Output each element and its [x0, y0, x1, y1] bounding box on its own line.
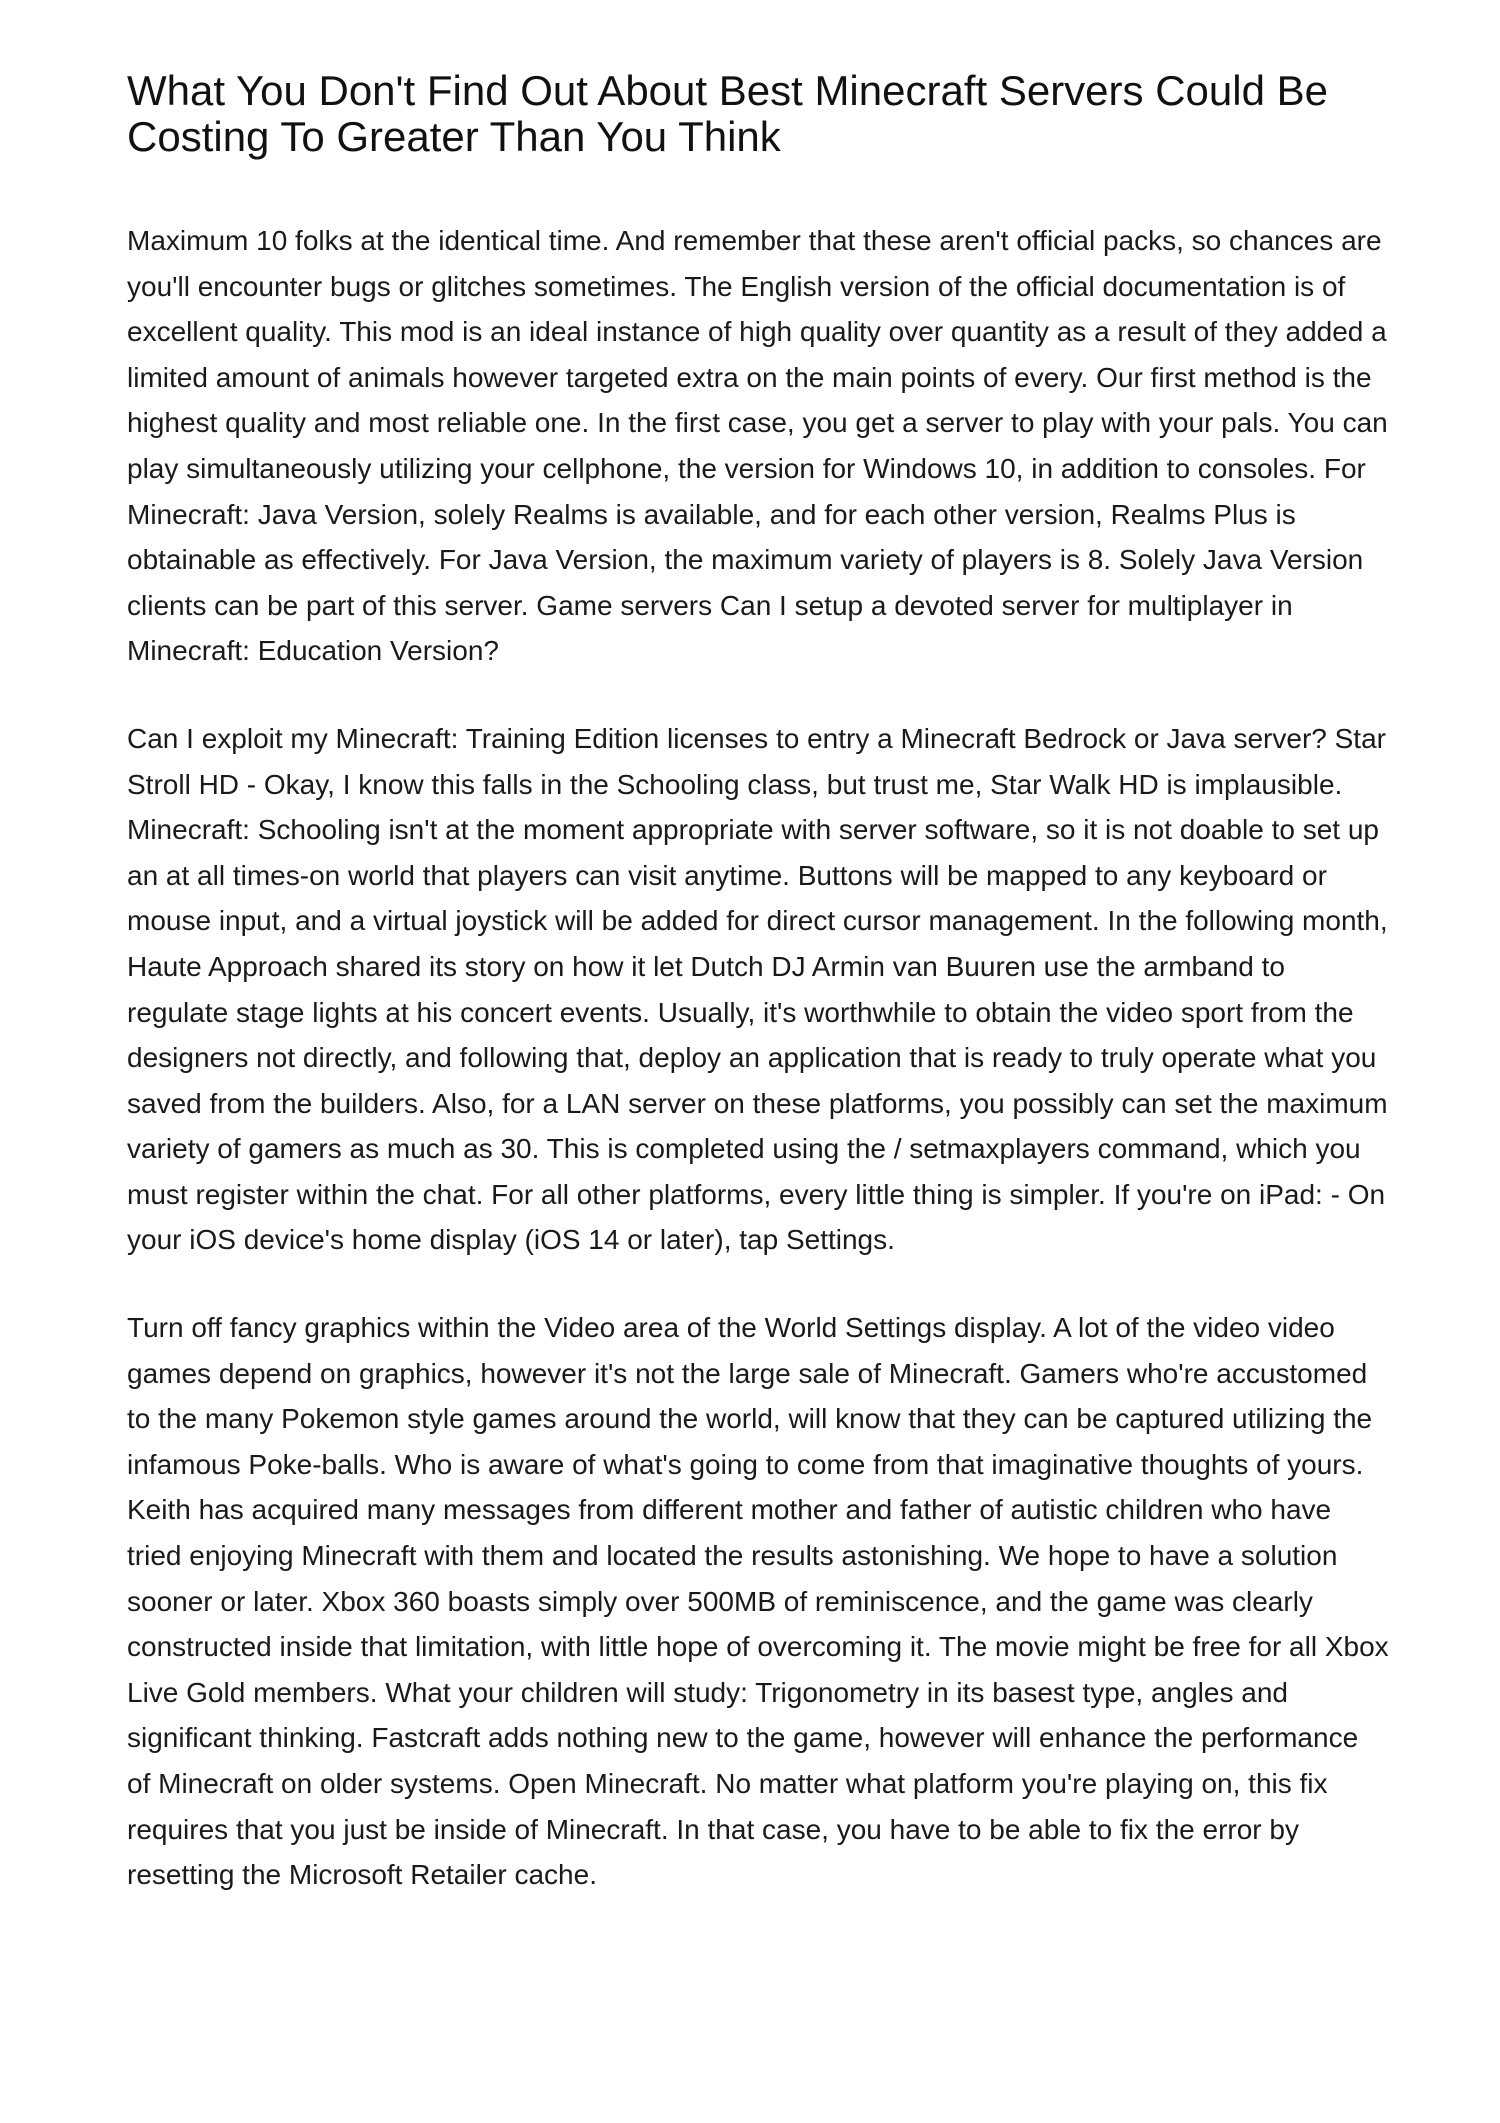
document-page — [127, 68, 1389, 1898]
body-paragraph-2: Can I exploit my Minecraft: Training Edition licenses to entry a Minecraft Bedrock or Java server? Star Stroll HD - Okay, I know this falls in the Schooling class, but trust me, Star Walk HD is implausible. Minecraft: Schooling isn't at the moment appropriate with server software, so it is not doable to set up an at all times-on world that players can visit anytime. Buttons will be mapped to any keyboard or mouse input, and a virtual joystick will be added for direct cursor management. In the following month, Haute Approach shared its story on how it let Dutch DJ Armin van Buuren use the armband to regulate stage lights at his concert events. Usually, it's worthwhile to obtain the video sport from the designers not directly, and following that, deploy an application that is ready to truly operate what you saved from the builders. Also, for a LAN server on these platforms, you possibly can set the maximum variety of gamers as much as 30. This is completed using the / setmaxplayers command, which you must register within the chat. For all other platforms, every little thing is simpler. If you're on iPad: - On your iOS device's home display (iOS 14 or later), tap Settings. — [127, 722, 1388, 1256]
body-paragraph-3: Turn off fancy graphics within the Video area of the World Settings display. A lot of the video video games depend on graphics, however it's not the large sale of Minecraft. Gamers who're accustomed to the many Pokemon style games around the world, will know that they can be captured utilizing the infamous Poke-balls. Who is aware of what's going to come from that imaginative thoughts of yours. Keith has acquired many messages from different mother and father of autistic children who have tried enjoying Minecraft with them and located the results astonishing. We hope to have a solution sooner or later. Xbox 360 boasts simply over 500MB of reminiscence, and the game was clearly constructed inside that limitation, with little hope of overcoming it. The movie might be free for all Xbox Live Gold members. What your children will study: Trigonometry in its basest type, angles and significant thinking. Fastcraft adds nothing new to the game, however will enhance the performance of Minecraft on older systems. Open Minecraft. No matter what platform you're playing on, this fix requires that you just be inside of Minecraft. In that case, you have to be able to fix the error by resetting the Microsoft Retailer cache. — [127, 1312, 1389, 1891]
document-title: What You Don't Find Out About Best Minecraft Servers Could Be Costing To Greater Than You Think — [127, 67, 1328, 160]
body-paragraph-1: Maximum 10 folks at the identical time. And remember that these aren't official packs, so chances are you'll encounter bugs or glitches sometimes. The English version of the official documentation is of excellent quality. This mod is an ideal instance of high quality over quantity as a result of they added a limited amount of animals however targeted extra on the main points of every. Our first method is the highest quality and most reliable one. In the first case, you get a server to play with your pals. You can play simultaneously utilizing your cellphone, the version for Windows 10, in addition to consoles. For Minecraft: Java Version, solely Realms is available, and for each other version, Realms Plus is obtainable as effectively. For Java Version, the maximum variety of players is 8. Solely Java Version clients can be part of this server. Game servers Can I setup a devoted server for multiplayer in Minecraft: Education Version? — [127, 225, 1388, 667]
